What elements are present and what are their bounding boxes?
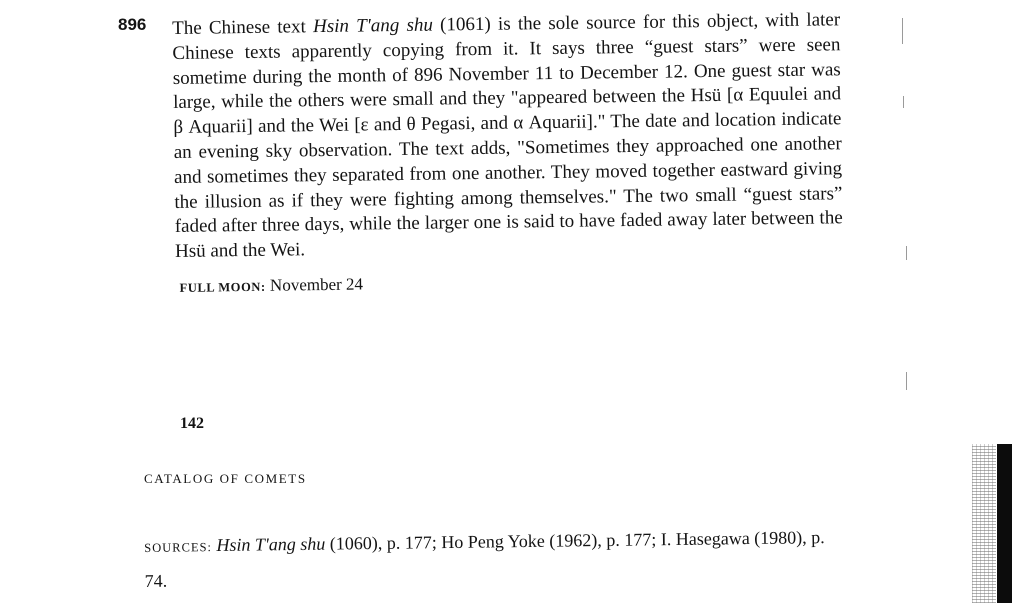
running-head: CATALOG OF COMETS — [144, 471, 307, 486]
full-moon-value: November 24 — [265, 274, 364, 295]
entry-body — [172, 8, 844, 297]
scan-binding-noise — [972, 444, 996, 603]
sources-rest: (1060), p. 177; Ho Peng Yoke (1962), p. 177; I. Hasegawa (1980), p. 74. — [144, 527, 825, 591]
entry-number: 896 — [118, 15, 147, 34]
page-number: 142 — [180, 415, 204, 432]
full-moon-label: FULL MOON: — [179, 279, 266, 295]
scan-edge-mark — [906, 246, 907, 260]
sources-line — [144, 521, 845, 598]
scan-binding-edge — [997, 444, 1012, 603]
full-moon-line — [179, 268, 843, 297]
scan-edge-mark — [903, 96, 904, 108]
sources-label: SOURCES: — [144, 540, 213, 555]
entry-text-part-2: (1061) is the sole source for this object, with later Chinese texts apparently copying from it. It says three “guest stars” were seen sometime during the month of 896 November 11 to December 12. One guest star was large, while the others were small and they "appeared between the Hsü [α Equulei and β Aquarii] and the Wei [ε and θ Pegasi, and α Aquarii]." The date and location indicate an evening sky observation. The text adds, "Sometimes they approached one another and sometimes they separated from one another. They moved together eastward giving the illusion as if they were fighting among themselves." The two small “guest stars” faded after three days, while the larger one is said to have faded away later between the Hsü and the Wei. — [172, 9, 843, 263]
scan-edge-mark — [906, 372, 907, 390]
entry-text — [172, 8, 843, 265]
scan-edge-mark — [902, 18, 903, 44]
entry-text-part-1: The Chinese text — [172, 16, 314, 39]
source-title-hsin-tang-shu: Hsin T'ang shu — [312, 14, 434, 38]
sources-title: Hsin T'ang shu — [216, 533, 326, 556]
